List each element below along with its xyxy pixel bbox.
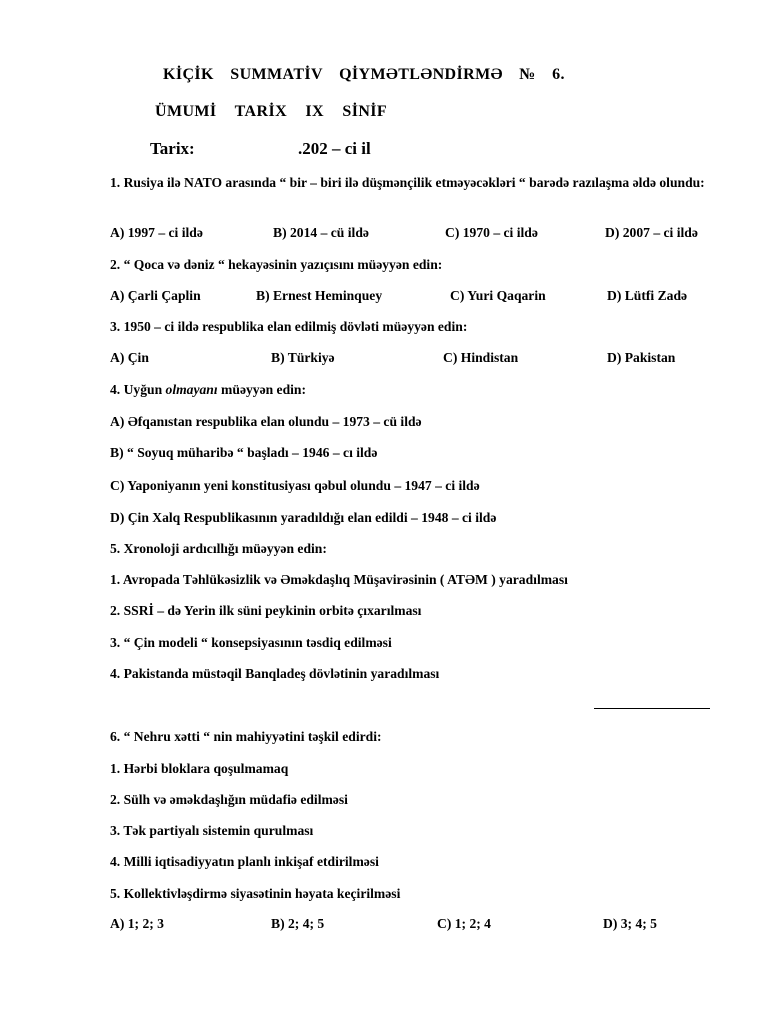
question-6-text: 6. “ Nehru xətti “ nin mahiyyətini təşkil edirdi: [110, 729, 382, 744]
question-1-option-a: A) 1997 – ci ildə [110, 225, 203, 240]
date-value: .202 – ci il [298, 139, 371, 158]
worksheet-title: KİÇİK SUMMATİV QİYMƏTLƏNDİRMƏ № 6. [163, 66, 565, 83]
question-2-option-d: D) Lütfi Zadə [607, 288, 688, 303]
question-3-option-d: D) Pakistan [607, 350, 676, 365]
question-3-text: 3. 1950 – ci ildə respublika elan edilmiş dövləti müəyyən edin: [110, 319, 468, 334]
question-3-option-b: B) Türkiyə [271, 350, 335, 365]
question-5-item-4: 4. Pakistanda müstəqil Banqladeş dövlətinin yaradılması [110, 666, 440, 681]
question-2-option-b: B) Ernest Heminquey [256, 288, 383, 303]
worksheet-subtitle: ÜMUMİ TARİX IX SİNİF [155, 103, 388, 120]
question-4-item-b: B) “ Soyuq müharibə “ başladı – 1946 – cı ildə [110, 445, 378, 460]
question-4-text-italic: olmayanı [165, 382, 218, 397]
date-label: Tarix: [150, 139, 195, 158]
question-4-item-c: C) Yaponiyanın yeni konstitusiyası qəbul olundu – 1947 – ci ildə [110, 478, 480, 493]
question-1-option-b: B) 2014 – cü ildə [273, 225, 369, 240]
question-6-option-c: C) 1; 2; 4 [437, 916, 491, 931]
question-5-text: 5. Xronoloji ardıcıllığı müəyyən edin: [110, 541, 327, 556]
question-6-item-2: 2. Sülh və əməkdaşlığın müdafiə edilməsi [110, 792, 348, 807]
question-6-item-1: 1. Hərbi bloklara qoşulmamaq [110, 761, 289, 776]
question-3-option-c: C) Hindistan [443, 350, 519, 365]
question-5-item-1: 1. Avropada Təhlükəsizlik və Əməkdaşlıq Müşavirəsinin ( ATƏM ) yaradılması [110, 572, 568, 587]
question-4-item-d: D) Çin Xalq Respublikasının yaradıldığı elan edildi – 1948 – ci ildə [110, 510, 497, 525]
question-6-option-d: D) 3; 4; 5 [603, 916, 657, 931]
question-2-option-a: A) Çarli Çaplin [110, 288, 201, 303]
question-1-text: 1. Rusiya ilə NATO arasında “ bir – biri ilə düşmənçilik etməyəcəkləri “ barədə razılaşma əldə olundu: [110, 175, 705, 190]
question-4-item-a: A) Əfqanıstan respublika elan olundu – 1973 – cü ildə [110, 414, 422, 429]
question-5-item-2: 2. SSRİ – də Yerin ilk süni peykinin orbitə çıxarılması [110, 603, 422, 618]
question-5-item-3: 3. “ Çin modeli “ konsepsiyasının təsdiq edilməsi [110, 635, 392, 650]
question-6-item-3: 3. Tək partiyalı sistemin qurulması [110, 823, 314, 838]
question-6-item-4: 4. Milli iqtisadiyyatın planlı inkişaf etdirilməsi [110, 854, 379, 869]
question-1-option-c: C) 1970 – ci ildə [445, 225, 538, 240]
question-5-answer-line[interactable] [594, 708, 710, 709]
question-6-item-5: 5. Kollektivləşdirmə siyasətinin həyata keçirilməsi [110, 886, 401, 901]
question-4-text-after: müəyyən edin: [217, 382, 307, 397]
question-4-text-before: 4. Uyğun [110, 382, 166, 397]
question-4-text [110, 381, 306, 399]
question-6-option-a: A) 1; 2; 3 [110, 916, 164, 931]
question-3-option-a: A) Çin [110, 350, 149, 365]
question-6-option-b: B) 2; 4; 5 [271, 916, 325, 931]
question-1-option-d: D) 2007 – ci ildə [605, 225, 698, 240]
question-2-option-c: C) Yuri Qaqarin [450, 288, 546, 303]
question-2-text: 2. “ Qoca və dəniz “ hekayəsinin yazıçısını müəyyən edin: [110, 257, 443, 272]
